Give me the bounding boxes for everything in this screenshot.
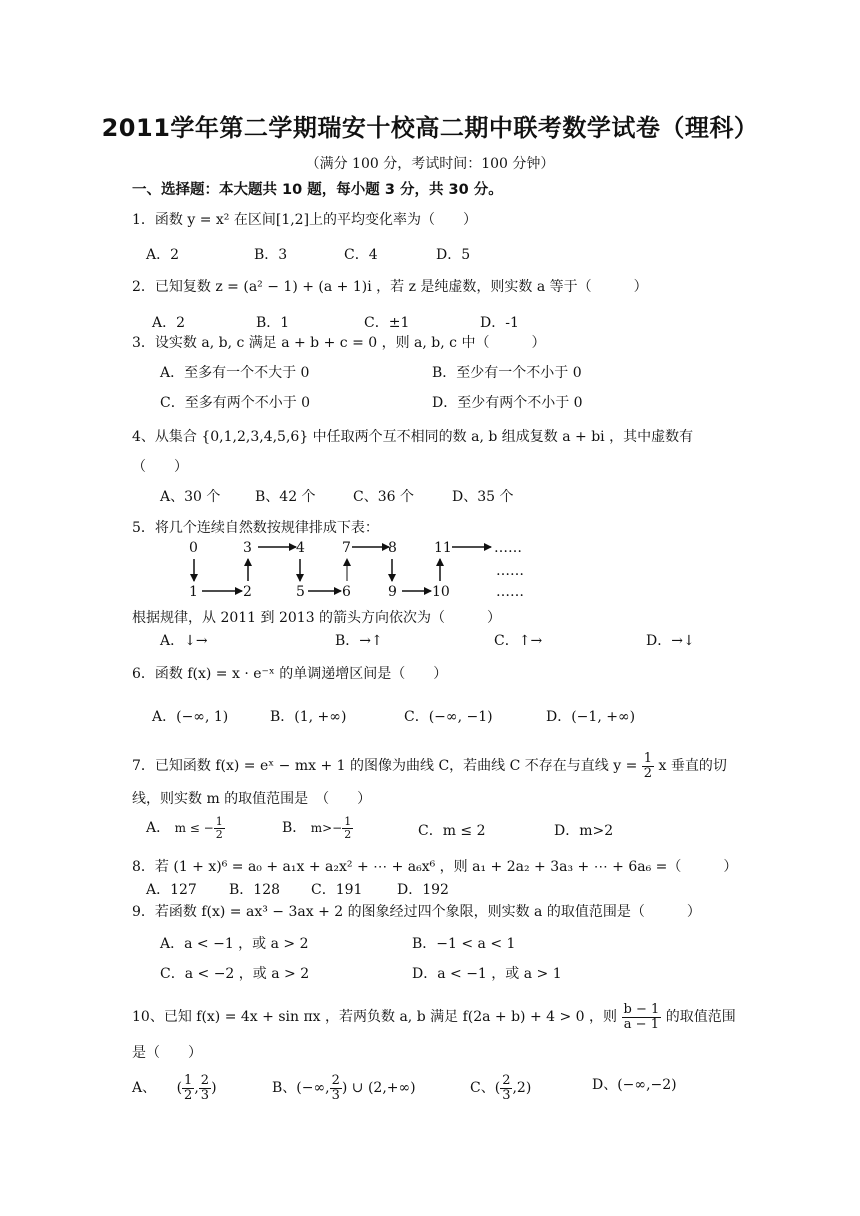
- q10-option-d: D、(−∞,−2): [592, 1077, 677, 1093]
- question-5: 5．将几个连续自然数按规律排成下表：: [132, 520, 379, 536]
- q5-option-b: B．→↑: [335, 633, 383, 649]
- q7-option-d: D．m>2: [554, 823, 614, 839]
- q1-option-d: D．5: [436, 247, 471, 263]
- table-dots-bottom: ……: [496, 584, 524, 600]
- q4-option-d: D、35 个: [452, 489, 514, 505]
- table-number-top: 7: [342, 540, 351, 556]
- q6-option-a: A．(−∞, 1): [152, 709, 229, 725]
- question-1: 1．函数 y = x² 在区间[1,2]上的平均变化率为（ ）: [132, 212, 478, 228]
- q1-option-c: C．4: [344, 247, 378, 263]
- q5-option-c: C．↑→: [494, 633, 543, 649]
- q3-option-d: D．至少有两个不小于 0: [432, 395, 583, 411]
- q8-option-d: D．192: [397, 882, 449, 898]
- q3-option-b: B．至少有一个不小于 0: [432, 365, 582, 381]
- question-7-text: 7．已知函数 f(x) = eˣ − mx + 1 的图像为曲线 C，若曲线 C 不存在与直线 y =: [132, 758, 638, 775]
- table-number-top: 11: [434, 540, 452, 556]
- table-number-top: 8: [388, 540, 397, 556]
- question-10-text: 10、已知 f(x) = 4x + sin πx ，若两负数 a, b 满足 f(2a + b) + 4 > 0 ，则: [132, 1009, 618, 1026]
- question-4: 4、从集合 {0,1,2,3,4,5,6} 中任取两个互不相同的数 a, b 组成复数 a + bi ，其中虚数有: [132, 429, 694, 445]
- q5-option-a: A．↓→: [160, 633, 208, 649]
- q3-option-c: C．至多有两个不小于 0: [160, 395, 311, 411]
- q9-option-c: C．a < −2 ，或 a > 2: [160, 966, 310, 982]
- table-number-bottom: 1: [189, 584, 198, 600]
- table-number-bottom: 9: [388, 584, 397, 600]
- page-title: 2011学年第二学期瑞安十校高二期中联考数学试卷（理科）: [101, 114, 759, 142]
- question-9: 9．若函数 f(x) = ax³ − 3ax + 2 的图象经过四个象限，则实数 a 的取值范围是（ ）: [132, 904, 701, 920]
- q4-option-a: A、30 个: [160, 489, 221, 505]
- q9-option-b: B．−1 < a < 1: [412, 936, 516, 952]
- q2-option-d: D．-1: [480, 315, 519, 331]
- exam-info: （满分 100 分，考试时间：100 分钟）: [305, 156, 555, 172]
- q8-option-a: A．127: [146, 882, 197, 898]
- q10-option-c: C、( $\frac{2}{3}$ ,2): [470, 1073, 532, 1103]
- table-dots-top: ……: [494, 540, 522, 556]
- q7-option-a: A． m ≤ − $\frac{1}{2}$: [146, 815, 223, 841]
- q6-option-c: C．(−∞, −1): [404, 709, 493, 725]
- q8-option-c: C．191: [311, 882, 363, 898]
- question-10-line2: 是（ ）: [132, 1045, 202, 1061]
- q2-option-b: B．1: [256, 315, 290, 331]
- table-number-bottom: 2: [243, 584, 252, 600]
- q9-option-d: D．a < −1 ，或 a > 1: [412, 966, 562, 982]
- q5-option-d: D．→↓: [646, 633, 695, 649]
- question-6: 6．函数 f(x) = x · e⁻ˣ 的单调递增区间是（ ）: [132, 666, 448, 682]
- table-number-top: 0: [189, 540, 198, 556]
- q3-option-a: A．至多有一个不大于 0: [160, 365, 310, 381]
- table-dots-middle: ……: [496, 563, 524, 579]
- q2-option-a: A．2: [152, 315, 186, 331]
- q4-option-c: C、36 个: [353, 489, 414, 505]
- q10-option-b: B、(−∞, $\frac{2}{3}$ ) ∪ (2,+∞): [272, 1073, 416, 1103]
- section-heading: 一、选择题：本大题共 10 题，每小题 3 分，共 30 分。: [132, 182, 503, 198]
- q10-option-a: A、 ( $\frac{1}{2}$ , $\frac{2}{3}$ ): [132, 1073, 217, 1103]
- q8-option-b: B．128: [229, 882, 281, 898]
- question-7: [132, 752, 727, 780]
- question-8: 8．若 (1 + x)⁶ = a₀ + a₁x + a₂x² + ⋯ + a₆x⁶ ，则 a₁ + 2a₂ + 3a₃ + ⋯ + 6a₆ =（ ）: [132, 859, 738, 875]
- q6-option-b: B．(1, +∞): [270, 709, 347, 725]
- q9-option-a: A．a < −1 ，或 a > 2: [160, 936, 309, 952]
- fraction: $\frac{1}{2}$: [643, 751, 653, 781]
- table-number-top: 3: [243, 540, 252, 556]
- question-3: 3．设实数 a, b, c 满足 a + b + c = 0 ，则 a, b, c 中（ ）: [132, 335, 546, 351]
- question-7-text-end: x 垂直的切: [658, 758, 727, 775]
- table-number-top: 4: [296, 540, 305, 556]
- table-number-bottom: 6: [342, 584, 351, 600]
- q1-option-a: A．2: [146, 247, 180, 263]
- question-5-prompt: 根据规律，从 2011 到 2013 的箭头方向依次为（ ）: [132, 610, 502, 626]
- question-7-line2: 线，则实数 m 的取值范围是 （ ）: [132, 791, 372, 807]
- table-number-bottom: 5: [296, 584, 305, 600]
- q7-option-c: C．m ≤ 2: [418, 823, 486, 839]
- question-4-bracket: （ ）: [132, 459, 188, 475]
- question-2: 2．已知复数 z = (a² − 1) + (a + 1)i ，若 z 是纯虚数，则实数 a 等于（ ）: [132, 279, 648, 295]
- q1-option-b: B．3: [254, 247, 288, 263]
- question-10: [132, 1003, 736, 1031]
- question-10-text-end: 的取值范围: [665, 1009, 736, 1026]
- q7-option-b: B． m>− $\frac{1}{2}$: [282, 815, 352, 841]
- table-number-bottom: 10: [432, 584, 450, 600]
- fraction: $\frac{b - 1}{a - 1}$: [623, 1002, 660, 1032]
- q2-option-c: C．±1: [364, 315, 410, 331]
- q6-option-d: D．(−1, +∞): [546, 709, 636, 725]
- q4-option-b: B、42 个: [255, 489, 316, 505]
